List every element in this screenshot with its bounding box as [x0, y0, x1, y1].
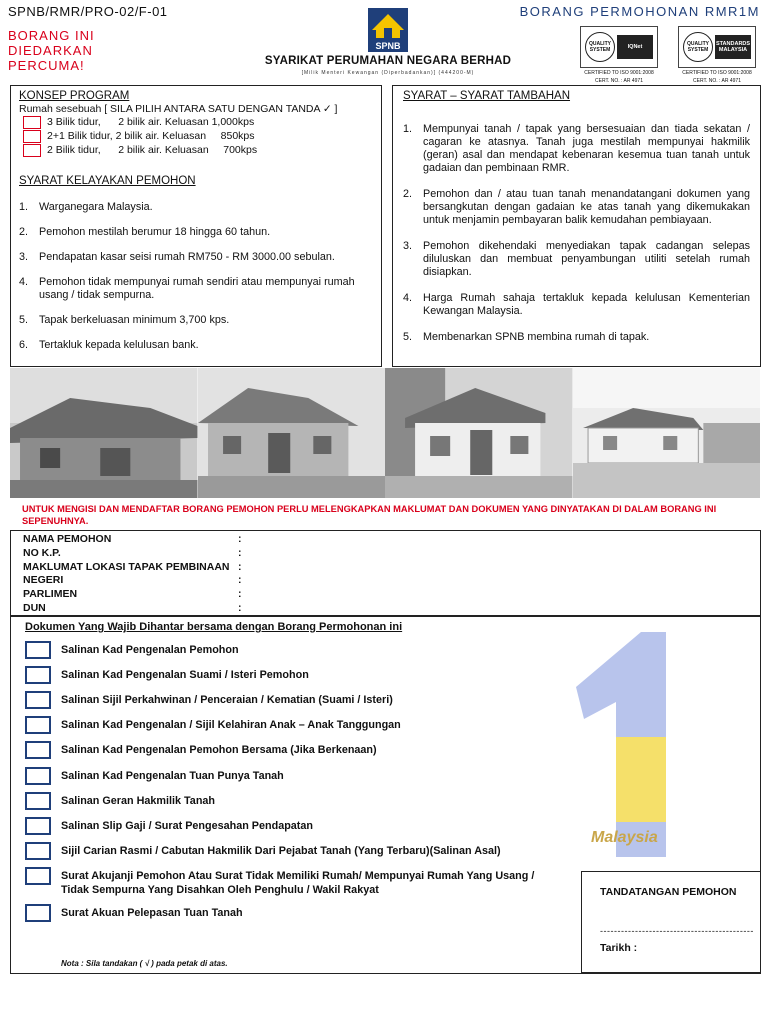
- list-item: 4. Harga Rumah sahaja tertakluk kepada kelulusan Kementerian Kewangan Malaysia.: [403, 292, 750, 317]
- date-label[interactable]: Tarikh :: [600, 942, 638, 954]
- doc-item[interactable]: Salinan Kad Pengenalan / Sijil Kelahiran Anak – Anak Tanggungan: [25, 716, 541, 734]
- list-item: 3. Pendapatan kasar seisi rumah RM750 - RM 3000.00 sebulan.: [19, 251, 335, 263]
- iqnet-mark-icon: IQNet: [617, 35, 653, 59]
- quality-system-seal-icon: QUALITY SYSTEM: [585, 32, 615, 62]
- doc-item[interactable]: Sijil Carian Rasmi / Cabutan Hakmilik Dari Pejabat Tanah (Yang Terbaru)(Salinan Asal): [25, 842, 541, 860]
- list-item: 1. Warganegara Malaysia.: [19, 201, 153, 213]
- documents-title: Dokumen Yang Wajib Dihantar bersama dengan Borang Permohonan ini: [25, 621, 403, 633]
- additional-heading: SYARAT – SYARAT TAMBAHAN: [403, 90, 571, 102]
- doc-checkbox[interactable]: [25, 904, 51, 922]
- doc-item[interactable]: Salinan Slip Gaji / Surat Pengesahan Pendapatan: [25, 817, 541, 835]
- doc-item[interactable]: Salinan Kad Pengenalan Suami / Isteri Pemohon: [25, 666, 541, 684]
- old-house-photo: [10, 368, 198, 498]
- doc-item[interactable]: Salinan Geran Hakmilik Tanah: [25, 792, 541, 810]
- company-name: SYARIKAT PERUMAHAN NEGARA BERHAD: [264, 55, 512, 67]
- doc-checkbox[interactable]: [25, 716, 51, 734]
- signature-box: [581, 871, 761, 973]
- signature-line[interactable]: --------------------------------------------: [600, 926, 754, 936]
- house-option-2-bedroom[interactable]: 2 Bilik tidur, 2 bilik air. Keluasan 700kps: [19, 143, 373, 157]
- doc-item[interactable]: Salinan Kad Pengenalan Tuan Punya Tanah: [25, 767, 541, 785]
- doc-item[interactable]: Salinan Kad Pengenalan Pemohon: [25, 641, 541, 659]
- option-checkbox[interactable]: [23, 144, 41, 157]
- doc-checkbox[interactable]: [25, 691, 51, 709]
- option-checkbox[interactable]: [23, 130, 41, 143]
- new-house-photo-2: [385, 368, 573, 498]
- list-item: 3. Pemohon dikehendaki menyediakan tapak cadangan selepas diluluskan dan membuat penyambungan utiliti setelah rumah disiapkan.: [403, 240, 750, 278]
- field-ic-number[interactable]: NO K.P. :: [23, 546, 242, 559]
- doc-item[interactable]: Salinan Kad Pengenalan Pemohon Bersama (Jika Berkenaan): [25, 741, 541, 759]
- new-house-photo-1: [198, 368, 386, 498]
- doc-checkbox[interactable]: [25, 767, 51, 785]
- doc-checkbox[interactable]: [25, 641, 51, 659]
- standards-malaysia-mark-icon: STANDARDS MALAYSIA: [715, 35, 751, 59]
- doc-checkbox[interactable]: [25, 792, 51, 810]
- doc-checkbox[interactable]: [25, 842, 51, 860]
- iso-certification-badge: QUALITY SYSTEM IQNet CERTIFIED TO ISO 9001:2008 CERT. NO. : AR 4971: [578, 26, 660, 84]
- doc-checkbox[interactable]: [25, 817, 51, 835]
- standards-malaysia-badge: QUALITY SYSTEM STANDARDS MALAYSIA CERTIFIED TO ISO 9001:2008 CERT. NO. : AR 4971: [676, 26, 758, 84]
- doc-checkbox[interactable]: [25, 867, 51, 885]
- field-site-location[interactable]: MAKLUMAT LOKASI TAPAK PEMBINAAN :: [23, 560, 242, 573]
- house-option-3-bedroom[interactable]: 3 Bilik tidur, 2 bilik air. Keluasan 1,000kps: [19, 115, 373, 129]
- list-item: 2. Pemohon dan / atau tuan tanah menandatangani dokumen yang bersangkutan dengan gadaian ke atas tanah yang dikemukakan untuk menjamin pembayaran balik kemudahan pembiayaan.: [403, 188, 750, 226]
- list-item: 1. Mempunyai tanah / tapak yang bersesuaian dan tiada sekatan / cagaran ke atasnya. Tanah juga mestilah mempunyai hakmilik (geran) asal dan mendapat kebenaran kesemua tuan tanah untuk gadaian dan pembinaan RMR.: [403, 123, 750, 174]
- doc-checkbox[interactable]: [25, 741, 51, 759]
- program-heading: KONSEP PROGRAM: [19, 90, 130, 102]
- svg-text:SPNB: SPNB: [375, 41, 401, 51]
- list-item: 2. Pemohon mestilah berumur 18 hingga 60 tahun.: [19, 226, 271, 238]
- signature-title: TANDATANGAN PEMOHON: [600, 886, 737, 898]
- free-distribution-note: BORANG INI DIEDARKAN PERCUMA!: [8, 28, 95, 73]
- list-item: 5. Tapak berkeluasan minimum 3,700 kps.: [19, 314, 230, 326]
- field-applicant-name[interactable]: NAMA PEMOHON :: [23, 533, 242, 545]
- doc-checkbox[interactable]: [25, 666, 51, 684]
- new-house-photo-3: [573, 368, 761, 498]
- form-code: SPNB/RMR/PRO-02/F-01: [8, 4, 168, 19]
- instruction-note: UNTUK MENGISI DAN MENDAFTAR BORANG PEMOHON PERLU MELENGKAPKAN MAKLUMAT DAN DOKUMEN YANG DINYATAKAN DI DALAM BORANG INI SEPENUHNYA.: [22, 504, 717, 526]
- additional-conditions-box: [392, 85, 761, 367]
- house-photo-strip: [10, 368, 760, 498]
- field-parliament[interactable]: PARLIMEN :: [23, 588, 242, 601]
- field-dun[interactable]: DUN :: [23, 601, 242, 614]
- list-item: 5. Membenarkan SPNB membina rumah di tapak.: [403, 331, 650, 343]
- doc-item[interactable]: Surat Akuan Pelepasan Tuan Tanah: [25, 904, 541, 922]
- list-item: 6. Tertakluk kepada kelulusan bank.: [19, 339, 199, 351]
- field-state[interactable]: NEGERI :: [23, 574, 242, 587]
- option-checkbox[interactable]: [23, 116, 41, 129]
- program-eligibility-box: [10, 85, 382, 367]
- house-option-2plus1-bedroom[interactable]: 2+1 Bilik tidur, 2 bilik air. Keluasan 850kps: [19, 129, 373, 143]
- quality-system-seal-icon: QUALITY SYSTEM: [683, 32, 713, 62]
- form-title: BORANG PERMOHONAN RMR1M: [519, 4, 760, 19]
- eligibility-list: [19, 201, 373, 352]
- applicant-details-box: [10, 530, 761, 616]
- company-registration: [Milik Menteri Kewangan (Diperbadankan)] (444200-M): [301, 70, 475, 76]
- eligibility-heading: SYARAT KELAYAKAN PEMOHON: [19, 175, 196, 187]
- required-documents-box: [10, 616, 761, 974]
- doc-item[interactable]: Surat Akujanji Pemohon Atau Surat Tidak Memiliki Rumah/ Mempunyai Rumah Yang Usang / Tidak Sempurna Yang Disahkan Oleh Penghulu / Wakil Rakyat: [25, 867, 541, 897]
- tick-note: Nota : Sila tandakan ( √ ) pada petak di atas.: [61, 959, 228, 968]
- 1malaysia-watermark-icon: [556, 627, 681, 857]
- program-intro: Rumah sesebuah [ SILA PILIH ANTARA SATU DENGAN TANDA ✓ ]: [19, 103, 338, 115]
- doc-item[interactable]: Salinan Sijil Perkahwinan / Penceraian / Kematian (Suami / Isteri): [25, 691, 541, 709]
- spnb-logo: [368, 8, 408, 52]
- malaysia-watermark-text: Malaysia: [591, 829, 658, 846]
- additional-list: [403, 123, 750, 344]
- list-item: 4. Pemohon tidak mempunyai rumah sendiri atau mempunyai rumah usang / tidak sempurna.: [19, 276, 355, 301]
